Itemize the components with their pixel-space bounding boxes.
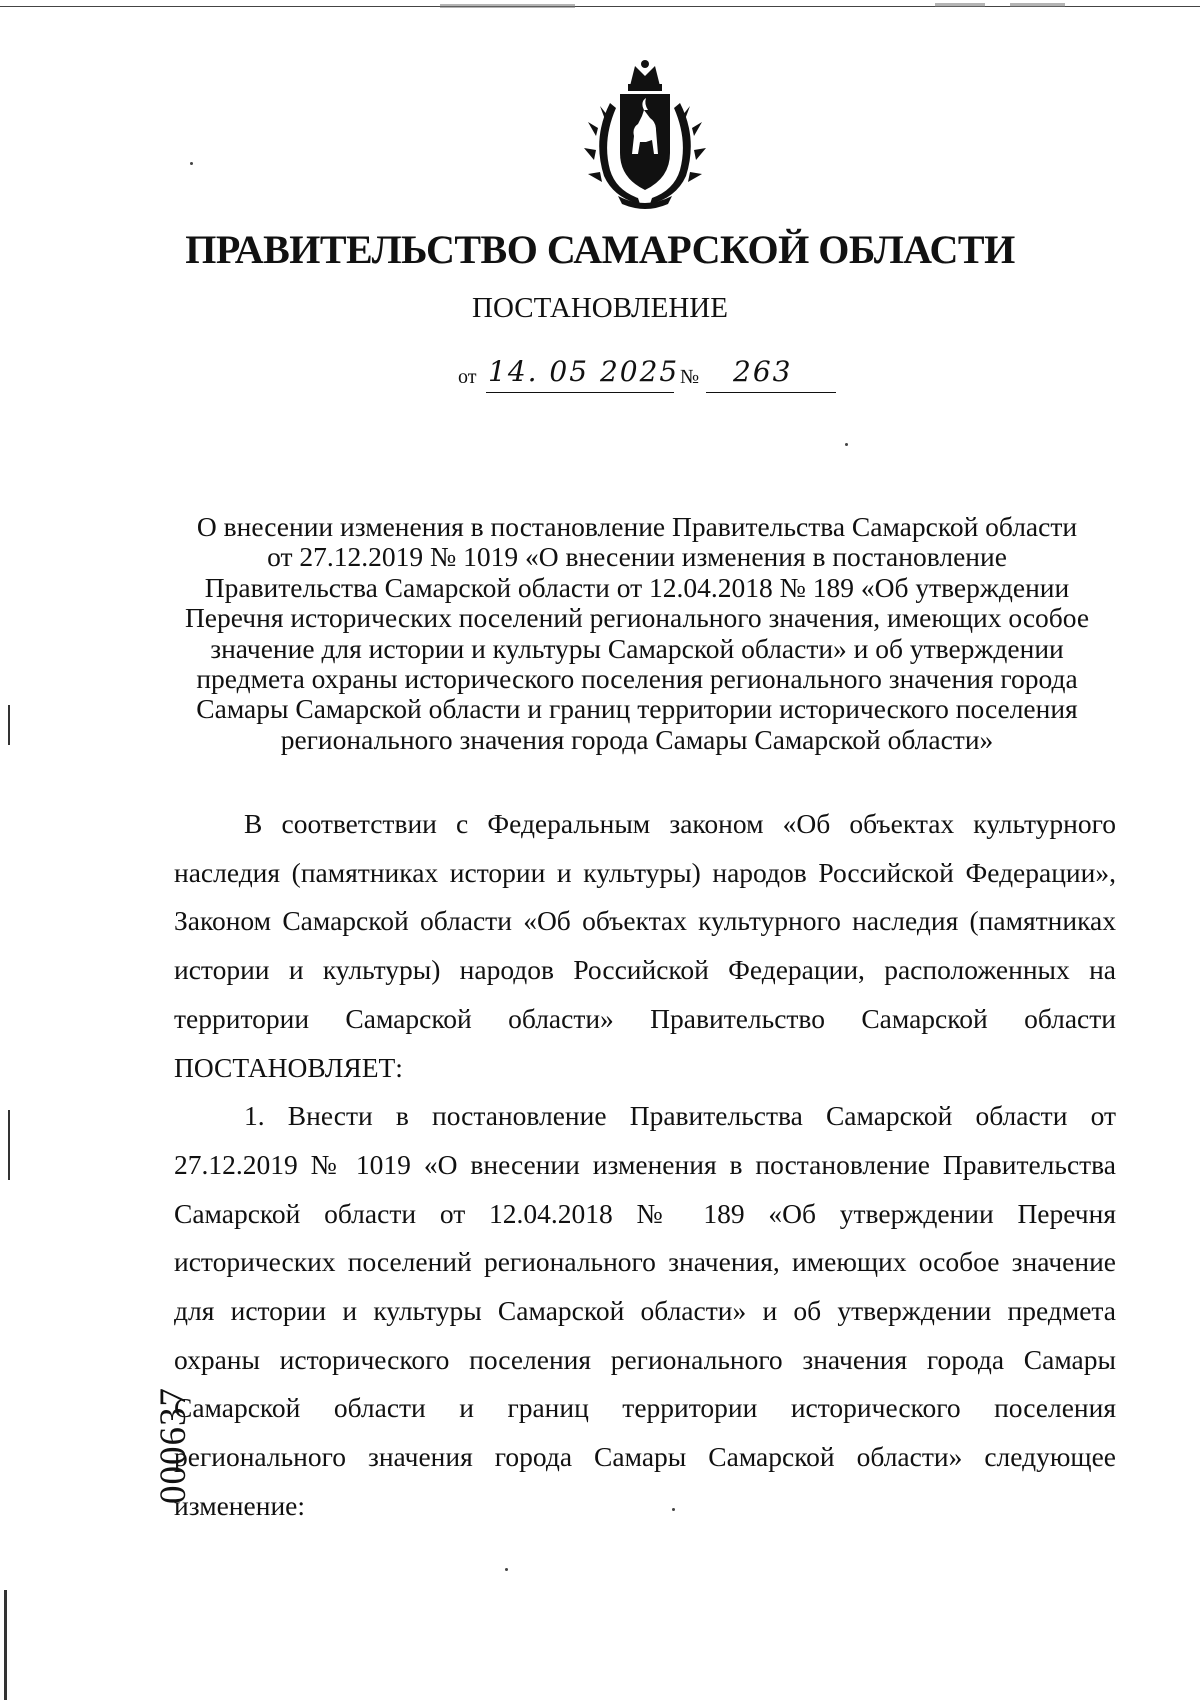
handwritten-date: 14. 05 2025 [488, 355, 680, 388]
margin-stamp-number: 000637 [153, 1387, 194, 1504]
scan-edge-mark [8, 705, 10, 745]
document-subject [172, 512, 1102, 755]
scan-edge-mark [4, 1590, 7, 1700]
date-number-line [458, 355, 838, 395]
number-label: № [680, 366, 700, 388]
scan-edge-mark [8, 1110, 10, 1180]
subject-line: Самары Самарской области и границ территории исторического поселения [196, 693, 1078, 725]
scan-speck [190, 162, 193, 165]
subject-line: значение для истории и культуры Самарской области» и об утверждении [210, 632, 1064, 664]
from-label: от [458, 366, 477, 388]
scan-speck [505, 1568, 508, 1571]
subject-line: предмета охраны исторического поселения регионального значения города [196, 663, 1078, 695]
scan-smear [1010, 3, 1065, 7]
subject-line: от 27.12.2019 № 1019 «О внесении изменения в постановление [267, 541, 1007, 573]
scan-smear [440, 4, 575, 8]
document-body [174, 800, 1116, 1531]
date-underline [486, 392, 674, 394]
handwritten-number: 263 [733, 355, 793, 388]
subject-line: О внесении изменения в постановление Правительства Самарской области [196, 511, 1078, 542]
number-underline [706, 392, 836, 394]
scan-speck [845, 443, 848, 446]
subject-line: Перечня исторических поселений регионального значения, имеющих особое [184, 602, 1090, 634]
doc-type-title: ПОСТАНОВЛЕНИЕ [472, 292, 728, 324]
subject-line: Правительства Самарской области от 12.04.2018 № 189 «Об утверждении [204, 571, 1070, 603]
org-title: ПРАВИТЕЛЬСТВО САМАРСКОЙ ОБЛАСТИ [185, 227, 1015, 272]
item-1-paragraph: 1. Внести в постановление Правительства Самарской области от 27.12.2019 № 1019 «О внесении изменения в постановление Правительства Самарской области от 12.04.2018 № 189 «Об утверждении Перечня исторических поселений регионального значения, имеющих особое значение для истории и культуры Самарской области» и об утверждении предмета охраны исторического поселения регионального значения города Самары Самарской области и границ территории исторического поселения регионального значения города Самары Самарской области» следующее изменение: [174, 1100, 1116, 1521]
scan-smear [935, 3, 985, 7]
preamble-paragraph: В соответствии с Федеральным законом «Об объектах культурного наследия (памятниках истории и культуры) народов Российской Федерации», Законом Самарской области «Об объектах культурного наследия (памятниках истории и культуры) народов Российской Федерации, расположенных на территории Самарской области» Правительство Самарской области ПОСТАНОВЛЯЕТ: [174, 808, 1116, 1083]
subject-line: регионального значения города Самары Самарской области» [280, 723, 994, 755]
samara-coat-of-arms-icon [580, 58, 710, 210]
